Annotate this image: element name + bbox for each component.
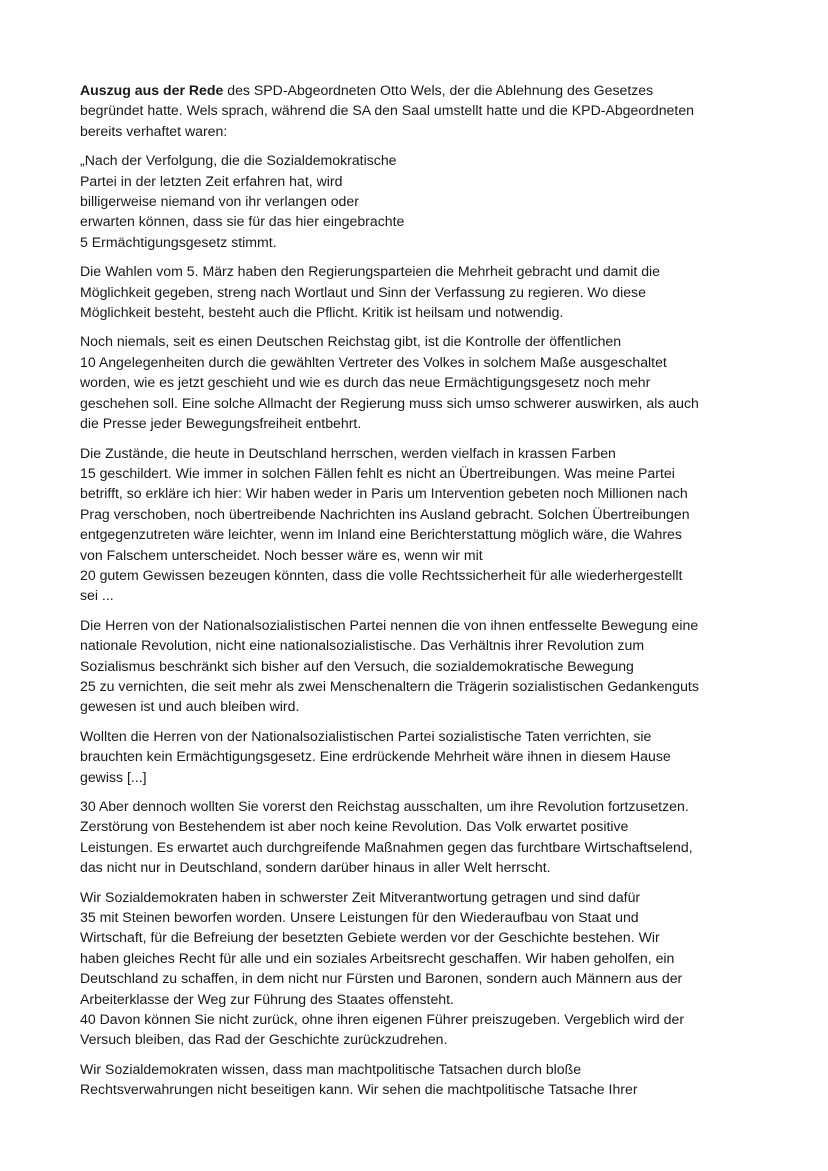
paragraph-line: betrifft, so erkläre ich hier: Wir haben weder in Paris um Intervention gebeten noch Millionen nach bbox=[80, 485, 688, 502]
paragraph-line: 30 Aber dennoch wollten Sie vorerst den Reichstag ausschalten, um ihre Revolution fortzusetzen. bbox=[80, 798, 689, 814]
speech-paragraph bbox=[80, 726, 758, 787]
paragraph-line: Die Wahlen vom 5. März haben den Regierungsparteien die Mehrheit gebracht und damit die bbox=[80, 263, 661, 280]
paragraph-line: Wir Sozialdemokraten haben in schwerster Zeit Mitverantwortung getragen und sind dafür bbox=[80, 888, 641, 905]
intro-first-line-rest: des SPD-Abgeordneten Otto Wels, der die Ablehnung des Gesetzes bbox=[223, 82, 654, 98]
paragraph-line: begründet hatte. Wels sprach, während die SA den Saal umstellt hatte und die KPD-Abgeordneten bbox=[80, 102, 694, 119]
paragraph-line: Versuch bleiben, das Rad der Geschichte zurückzudrehen. bbox=[80, 1031, 448, 1048]
paragraph-line: 25 zu vernichten, die seit mehr als zwei Menschenaltern die Trägerin sozialistischen Gedankenguts bbox=[80, 677, 699, 694]
paragraph-line: 40 Davon können Sie nicht zurück, ohne ihren eigenen Führer preiszugeben. Vergeblich wird der bbox=[80, 1011, 685, 1028]
speech-paragraph bbox=[80, 150, 758, 252]
paragraph-line: von Falschem unterscheidet. Noch besser wäre es, wenn wir mit bbox=[80, 546, 483, 563]
paragraph-line: entgegenzutreten wäre leichter, wenn im Inland eine Berichterstattung möglich wäre, die Wahres bbox=[80, 526, 682, 543]
paragraph-line: nationale Revolution, nicht eine nationalsozialistische. Das Verhältnis ihrer Revolution zum bbox=[80, 637, 645, 654]
paragraph-line: sei ... bbox=[80, 587, 114, 604]
paragraph-line: 35 mit Steinen beworfen worden. Unsere Leistungen für den Wiederaufbau von Staat und bbox=[80, 909, 639, 926]
paragraph-line: Deutschland zu schaffen, in dem nicht nur Fürsten und Baronen, sondern auch Männern aus der bbox=[80, 970, 683, 987]
paragraph-line: billigerweise niemand von ihr verlangen oder bbox=[80, 193, 359, 210]
paragraph-line: haben gleiches Recht für alle und ein soziales Arbeitsrecht geschaffen. Wir haben geholfen, ein bbox=[80, 949, 675, 966]
paragraph-line bbox=[80, 80, 758, 100]
paragraph-line: erwarten können, dass sie für das hier eingebrachte bbox=[80, 213, 405, 230]
paragraph-line: Partei in der letzten Zeit erfahren hat, wird bbox=[80, 172, 343, 189]
paragraph-line: gewiss [...] bbox=[80, 768, 147, 785]
intro-paragraph bbox=[80, 80, 758, 141]
paragraph-line: Die Zustände, die heute in Deutschland herrschen, werden vielfach in krassen Farben bbox=[80, 444, 616, 461]
speech-paragraph bbox=[80, 796, 758, 878]
paragraph-line: Wirtschaft, für die Befreiung der besetzten Gebiete werden vor der Geschichte bestehen. Wir bbox=[80, 929, 660, 946]
paragraph-line: Noch niemals, seit es einen Deutschen Reichstag gibt, ist die Kontrolle der öffentlichen bbox=[80, 333, 622, 350]
speech-paragraph bbox=[80, 615, 758, 717]
paragraph-line: 5 Ermächtigungsgesetz stimmt. bbox=[80, 233, 277, 250]
paragraph-line: geschehen soll. Eine solche Allmacht der Regierung muss sich umso schwerer auswirken, als auch bbox=[80, 394, 699, 411]
paragraph-line: Arbeiterklasse der Weg zur Führung des Staates offensteht. bbox=[80, 990, 454, 1007]
paragraph-line: 15 geschildert. Wie immer in solchen Fällen fehlt es nicht an Übertreibungen. Was meine Partei bbox=[80, 464, 675, 481]
paragraph-line: die Presse jeder Bewegungsfreiheit entbehrt. bbox=[80, 415, 362, 432]
paragraph-line: Möglichkeit besteht, besteht auch die Pflicht. Kritik ist heilsam und notwendig. bbox=[80, 304, 564, 321]
paragraph-line: Leistungen. Es erwartet auch durchgreifende Maßnahmen gegen das furchtbare Wirtschaftselend, bbox=[80, 838, 693, 855]
paragraph-line: das nicht nur in Deutschland, sondern darüber hinaus in aller Welt herrscht. bbox=[80, 859, 551, 876]
speech-paragraph bbox=[80, 331, 758, 433]
speech-paragraph bbox=[80, 1059, 758, 1100]
paragraph-line: „Nach der Verfolgung, die die Sozialdemokratische bbox=[80, 152, 397, 169]
paragraph-line: Möglichkeit gegeben, streng nach Wortlaut und Sinn der Verfassung zu regieren. Wo diese bbox=[80, 283, 646, 300]
paragraph-line: Zerstörung von Bestehendem ist aber noch keine Revolution. Das Volk erwartet positive bbox=[80, 818, 629, 835]
speech-paragraph bbox=[80, 261, 758, 322]
paragraph-line: Wollten die Herren von der Nationalsozialistischen Partei sozialistische Taten verrichten, sie bbox=[80, 727, 652, 744]
paragraph-line: Die Herren von der Nationalsozialistischen Partei nennen die von ihnen entfesselte Bewegung eine bbox=[80, 616, 699, 633]
paragraph-line: Prag verschoben, noch übertreibende Nachrichten ins Ausland gebracht. Solchen Übertreibungen bbox=[80, 505, 690, 522]
paragraph-line: Rechtsverwahrungen nicht beseitigen kann. Wir sehen die machtpolitische Tatsache Ihrer bbox=[80, 1081, 638, 1098]
paragraph-line: Sozialismus beschränkt sich bisher auf den Versuch, die sozialdemokratische Bewegung bbox=[80, 657, 634, 674]
paragraph-line: 20 gutem Gewissen bezeugen könnten, dass die volle Rechtssicherheit für alle wiederhergestellt bbox=[80, 566, 683, 583]
intro-bold-label: Auszug aus der Rede bbox=[80, 82, 224, 98]
paragraph-line: bereits verhaftet waren: bbox=[80, 122, 228, 139]
speech-paragraph bbox=[80, 887, 758, 1050]
paragraph-line: 10 Angelegenheiten durch die gewählten Vertreter des Volkes in solchem Maße ausgeschaltet bbox=[80, 353, 667, 370]
speech-paragraph bbox=[80, 443, 758, 606]
paragraph-line: worden, wie es jetzt geschieht und wie es durch das neue Ermächtigungsgesetz noch mehr bbox=[80, 374, 651, 391]
paragraph-line: gewesen ist und auch bleiben wird. bbox=[80, 698, 300, 715]
paragraph-line: Wir Sozialdemokraten wissen, dass man machtpolitische Tatsachen durch bloße bbox=[80, 1060, 582, 1077]
speech-body bbox=[80, 150, 758, 1099]
paragraph-line: brauchten kein Ermächtigungsgesetz. Eine erdrückende Mehrheit wäre ihnen in diesem Hause bbox=[80, 748, 671, 765]
